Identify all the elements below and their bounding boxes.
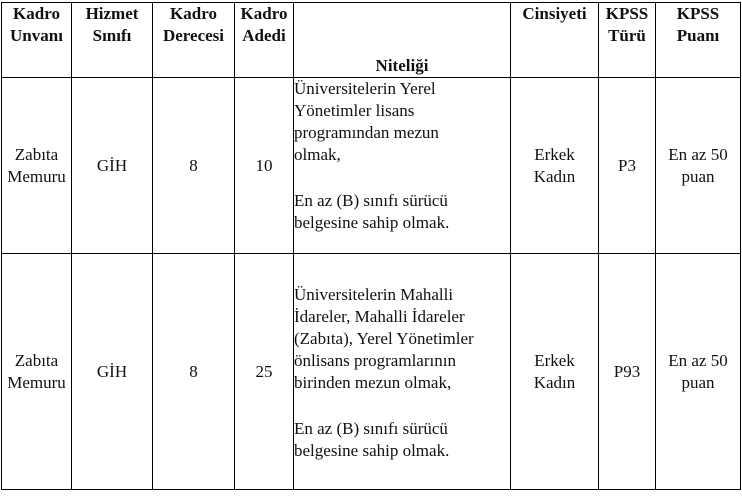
header-kadro-adedi: Kadro Adedi xyxy=(235,3,294,78)
header-cinsiyeti: Cinsiyeti xyxy=(511,3,599,78)
cell-kpss-turu: P3 xyxy=(599,78,656,254)
header-kadro-unvani: Kadro Unvanı xyxy=(2,3,72,78)
cell-hizmet-sinifi: GİH xyxy=(72,78,153,254)
header-kpss-puani: KPSS Puanı xyxy=(656,3,741,78)
cell-niteligi: Üniversitelerin Mahalli İdareler, Mahalli İdareler (Zabıta), Yerel Yönetimler önlisans programlarının birinden mezun olmak, En az (B) sınıfı sürücü belgesine sahip olmak. xyxy=(294,254,511,490)
cell-kpss-puani: En az 50 puan xyxy=(656,78,741,254)
table-row xyxy=(2,78,741,254)
kadro-table xyxy=(1,2,741,490)
header-kadro-derecesi: Kadro Derecesi xyxy=(153,3,235,78)
header-kpss-turu: KPSS Türü xyxy=(599,3,656,78)
cell-unvan: Zabıta Memuru xyxy=(2,78,72,254)
cell-cinsiyeti: Erkek Kadın xyxy=(511,254,599,490)
table-row xyxy=(2,254,741,490)
cell-hizmet-sinifi: GİH xyxy=(72,254,153,490)
header-row xyxy=(2,3,741,78)
cell-unvan: Zabıta Memuru xyxy=(2,254,72,490)
header-hizmet-sinifi: Hizmet Sınıfı xyxy=(72,3,153,78)
cell-kadro-adedi: 25 xyxy=(235,254,294,490)
cell-kpss-turu: P93 xyxy=(599,254,656,490)
cell-kadro-adedi: 10 xyxy=(235,78,294,254)
cell-kpss-puani: En az 50 puan xyxy=(656,254,741,490)
cell-niteligi: Üniversitelerin Yerel Yönetimler lisans programından mezun olmak, En az (B) sınıfı sürücü belgesine sahip olmak. xyxy=(294,78,511,254)
cell-cinsiyeti: Erkek Kadın xyxy=(511,78,599,254)
cell-kadro-derecesi: 8 xyxy=(153,254,235,490)
cell-kadro-derecesi: 8 xyxy=(153,78,235,254)
header-niteligi: Niteliği xyxy=(294,3,511,78)
